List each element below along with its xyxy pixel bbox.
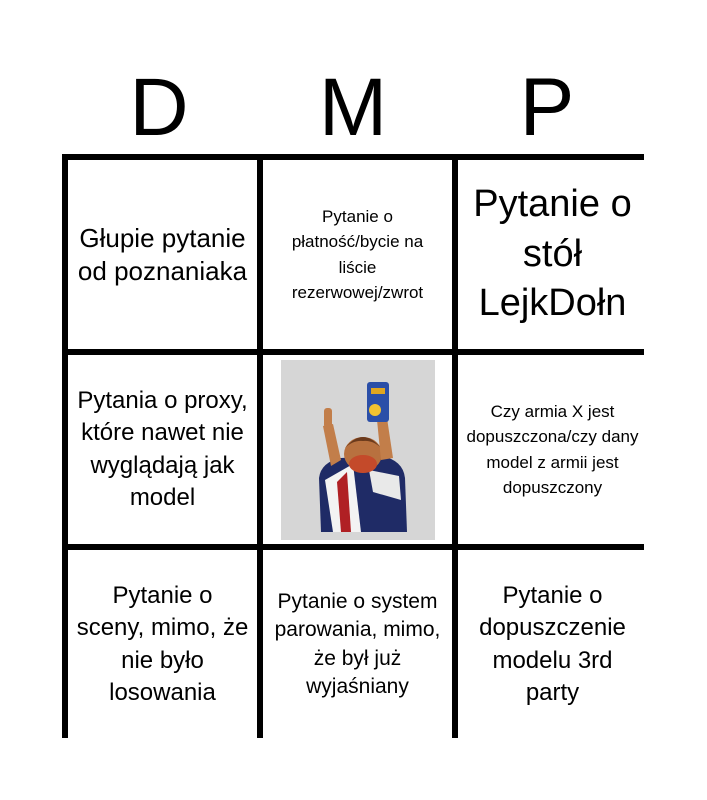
bingo-cell-1[interactable] [68, 160, 257, 349]
player-trophy-image [281, 360, 435, 540]
cell-text: Pytania o proxy, które nawet nie wyglądają jak model [77, 386, 248, 511]
header-letter-m: M [318, 62, 388, 153]
bingo-header [62, 62, 644, 154]
cell-text: Pytanie o system parowania, mimo, że był już wyjaśniany [274, 589, 441, 698]
bingo-cell-center[interactable] [263, 355, 452, 544]
cell-text: Pytanie o płatność/bycie na liście rezerwowej/zwrot [291, 206, 424, 302]
bingo-cell-7[interactable] [68, 550, 257, 739]
bingo-cell-8[interactable] [263, 550, 452, 739]
bingo-cell-9[interactable] [458, 550, 647, 739]
cell-text: Pytanie o dopuszczenie modelu 3rd party [479, 581, 626, 706]
header-letter-d: D [129, 62, 189, 153]
cell-text: Czy armia X jest dopuszczona/czy dany model z armii jest dopuszczony [466, 401, 639, 497]
cell-text: Głupie pytanie od poznaniaka [77, 223, 248, 286]
bingo-cell-2[interactable] [263, 160, 452, 349]
photo-player-holding-trophy [281, 360, 435, 540]
cell-text: Pytanie o sceny, mimo, że nie było losowania [76, 581, 249, 706]
bingo-cell-3[interactable] [458, 160, 647, 349]
bingo-cell-4[interactable] [68, 355, 257, 544]
bingo-cell-6[interactable] [458, 355, 647, 544]
cell-text: Pytanie o stół LejkDołn [473, 183, 632, 325]
bingo-board [62, 154, 644, 738]
header-letter-p: P [519, 62, 575, 153]
